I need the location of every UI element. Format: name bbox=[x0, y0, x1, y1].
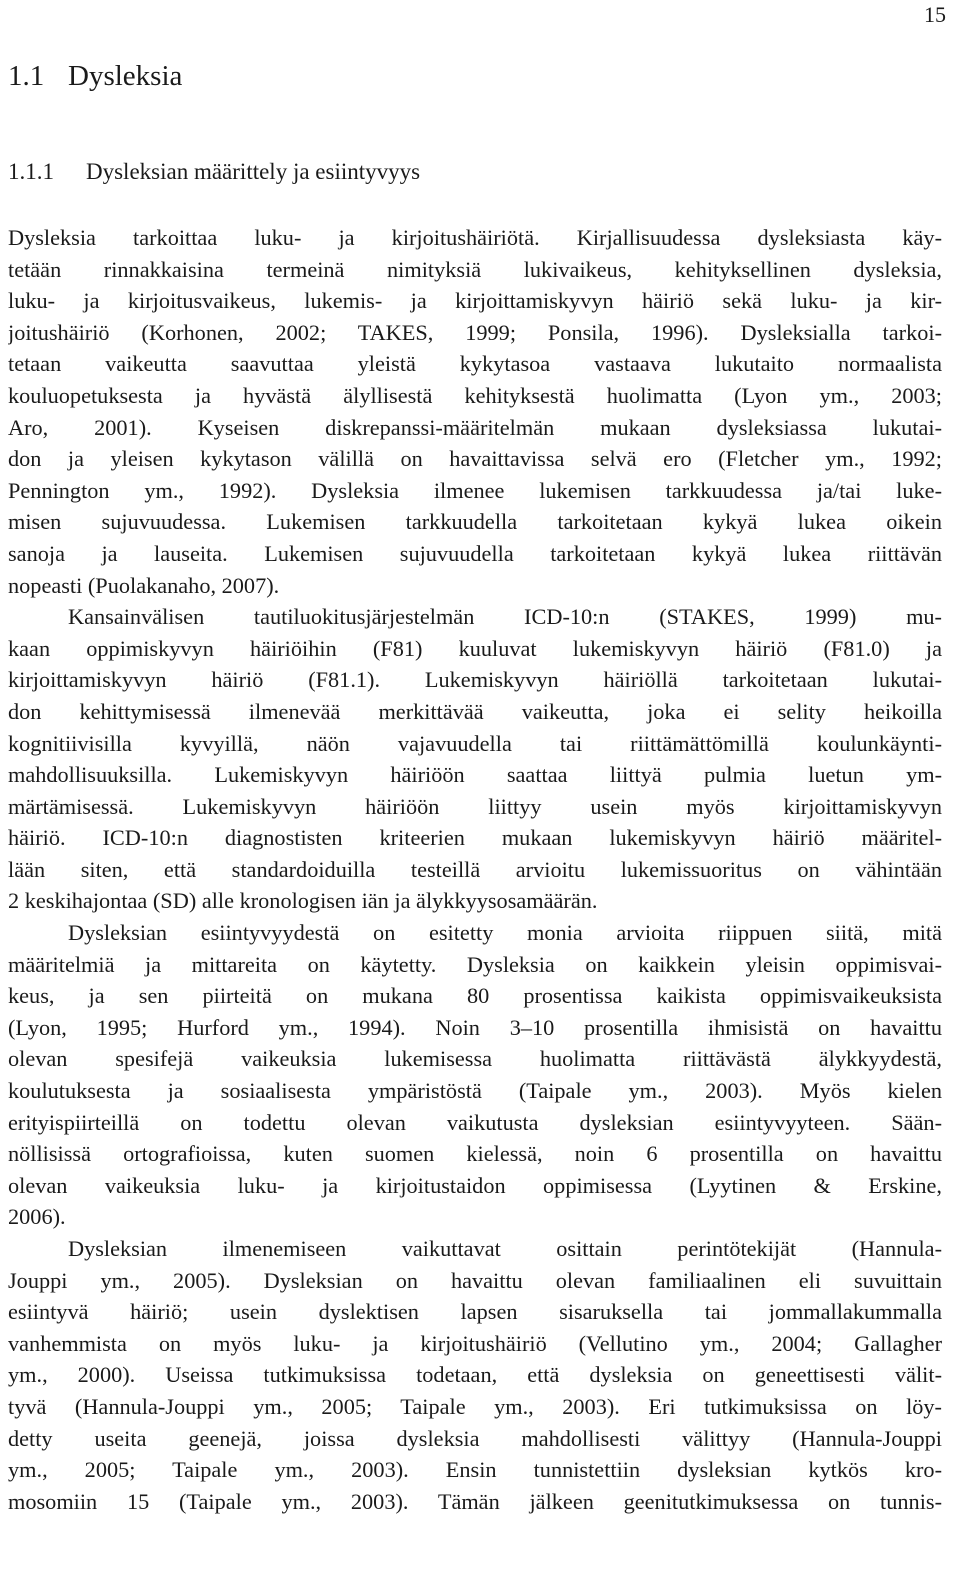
text-line: lään siten, että standardoiduilla testeillä arvioitu lukemissuoritus on vähintään bbox=[8, 856, 942, 882]
text-line: tyvä (Hannula-Jouppi ym., 2005; Taipale ym., 2003). Eri tutkimuksissa on löy- bbox=[8, 1393, 942, 1419]
text-line: keus, ja sen piirteitä on mukana 80 prosentissa kaikista oppimisvaikeuksista bbox=[8, 983, 942, 1009]
subsection-title: Dysleksian määrittely ja esiintyvyys bbox=[86, 159, 421, 184]
text-line: märtämisessä. Lukemiskyvyn häiriöön liittyy usein myös kirjoittamiskyvyn bbox=[8, 793, 942, 819]
text-line: Jouppi ym., 2005). Dysleksian on havaittu olevan familiaalinen eli suvuittain bbox=[8, 1267, 942, 1293]
text-line: erityispiirteillä on todettu olevan vaikutusta dysleksian esiintyvyyteen. Sään- bbox=[8, 1109, 942, 1135]
page-number: 15 bbox=[924, 2, 946, 27]
body-text bbox=[8, 222, 942, 1517]
text-line: Kansainvälisen tautiluokitusjärjestelmän ICD-10:n (STAKES, 1999) mu- bbox=[68, 604, 942, 630]
text-line: Aro, 2001). Kyseisen diskrepanssi-määritelmän mukaan dysleksiassa lukutai- bbox=[8, 414, 942, 440]
text-line: määritelmiä ja mittareita on käytetty. Dysleksia on kaikkein yleisin oppimisvai- bbox=[8, 951, 942, 977]
text-line: sanoja ja lauseita. Lukemisen sujuvuudella tarkoitetaan kykyä lukea riittävän bbox=[8, 540, 942, 566]
text-line: misen sujuvuudessa. Lukemisen tarkkuudella tarkoitetaan kykyä lukea oikein bbox=[8, 509, 942, 535]
subsection-heading bbox=[8, 155, 420, 189]
section-title: Dysleksia bbox=[68, 60, 183, 92]
text-line: nopeasti (Puolakanaho, 2007). bbox=[8, 572, 280, 598]
text-line: Dysleksian esiintyvyydestä on esitetty monia arvioita riippuen siitä, mitä bbox=[68, 920, 942, 946]
text-line: kirjoittamiskyvyn häiriö (F81.1). Lukemiskyvyn häiriöllä tarkoitetaan lukutai- bbox=[8, 667, 942, 693]
text-line: nöllisissä ortografioissa, kuten suomen kielessä, noin 6 prosentilla on havaittu bbox=[8, 1141, 942, 1167]
text-line: ym., 2000). Useissa tutkimuksissa todetaan, että dysleksia on geneettisesti välit- bbox=[8, 1362, 942, 1388]
text-line: 2006). bbox=[8, 1204, 66, 1230]
text-line: Pennington ym., 1992). Dysleksia ilmenee lukemisen tarkkuudessa ja/tai luke- bbox=[8, 477, 942, 503]
text-line: mahdollisuuksilla. Lukemiskyvyn häiriöön saattaa liittyä pulmia luetun ym- bbox=[8, 762, 942, 788]
text-line: ym., 2005; Taipale ym., 2003). Ensin tunnistettiin dysleksian kytkös kro- bbox=[8, 1457, 942, 1483]
text-line: kouluopetuksesta ja hyvästä älyllisestä kehityksestä huolimatta (Lyon ym., 2003; bbox=[8, 382, 942, 408]
section-heading bbox=[8, 56, 182, 96]
text-line: esiintyvä häiriö; usein dyslektisen lapsen sisaruksella tai jommallakummalla bbox=[8, 1299, 942, 1325]
text-line: häiriö. ICD-10:n diagnostisten kriteerien mukaan lukemiskyvyn häiriö määritel- bbox=[8, 825, 942, 851]
text-line: luku- ja kirjoitusvaikeus, lukemis- ja kirjoittamiskyvyn häiriö sekä luku- ja kir- bbox=[8, 288, 942, 314]
text-line: detty useita geenejä, joissa dysleksia mahdollisesti välittyy (Hannula-Jouppi bbox=[8, 1425, 942, 1451]
text-line: kaan oppimiskyvyn häiriöihin (F81) kuuluvat lukemiskyvyn häiriö (F81.0) ja bbox=[8, 635, 942, 661]
text-line: mosomiin 15 (Taipale ym., 2003). Tämän jälkeen geenitutkimuksessa on tunnis- bbox=[8, 1488, 942, 1514]
text-line: olevan vaikeuksia luku- ja kirjoitustaidon oppimisessa (Lyytinen & Erskine, bbox=[8, 1172, 942, 1198]
text-line: Dysleksian ilmenemiseen vaikuttavat osittain perintötekijät (Hannula- bbox=[68, 1236, 942, 1261]
text-line: Dysleksia tarkoittaa luku- ja kirjoitushäiriötä. Kirjallisuudessa dysleksiasta käy- bbox=[8, 225, 942, 250]
text-line: vanhemmista on myös luku- ja kirjoitushäiriö (Vellutino ym., 2004; Gallagher bbox=[8, 1330, 942, 1356]
text-line: (Lyon, 1995; Hurford ym., 1994). Noin 3–10 prosentilla ihmisistä on havaittu bbox=[8, 1014, 942, 1040]
text-line: don kehittymisessä ilmenevää merkittävää vaikeutta, joka ei selity heikoilla bbox=[8, 698, 942, 724]
text-line: tetään rinnakkaisina termeinä nimityksiä lukivaikeus, kehityksellinen dysleksia, bbox=[8, 256, 942, 282]
section-number: 1.1 bbox=[8, 60, 45, 92]
text-line: koulutuksesta ja sosiaalisesta ympäristöstä (Taipale ym., 2003). Myös kielen bbox=[8, 1078, 942, 1104]
subsection-number: 1.1.1 bbox=[8, 159, 54, 184]
text-line: joitushäiriö (Korhonen, 2002; TAKES, 1999; Ponsila, 1996). Dysleksialla tarkoi- bbox=[8, 319, 942, 345]
text-line: kognitiivisilla kyvyillä, näön vajavuudella tai riittämättömillä koulunkäynti- bbox=[8, 730, 942, 756]
text-line: don ja yleisen kykytason välillä on havaittavissa selvä ero (Fletcher ym., 1992; bbox=[8, 446, 942, 472]
text-line: olevan spesifejä vaikeuksia lukemisessa huolimatta riittävästä älykkyydestä, bbox=[8, 1046, 942, 1072]
text-line: 2 keskihajontaa (SD) alle kronologisen iän ja älykkyysosamäärän. bbox=[8, 888, 598, 914]
text-line: tetaan vaikeutta saavuttaa yleistä kykytasoa vastaava lukutaito normaalista bbox=[8, 351, 942, 377]
